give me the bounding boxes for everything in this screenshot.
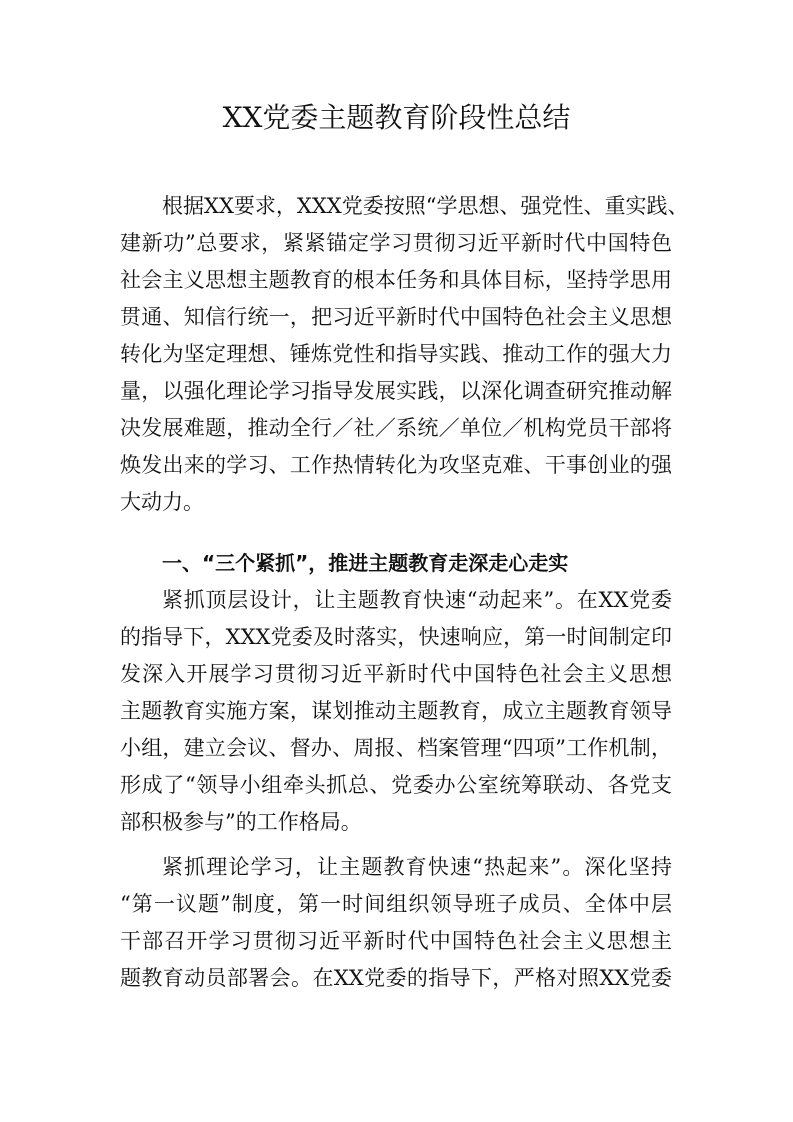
text-line: 决发展难题，推动全行／社／系统／单位／机构党员干部将: [120, 416, 672, 440]
text-line: 发深入开展学习贯彻习近平新时代中国特色社会主义思想: [120, 662, 672, 686]
paragraph-intro: [120, 188, 689, 521]
paragraph-top-level-design: [120, 582, 672, 841]
text-line: “第一议题”制度，第一时间组织领导班子成员、全体中层: [120, 892, 672, 916]
text-line: 焕发出来的学习、工作热情转化为攻坚克难、干事创业的强: [120, 453, 672, 477]
text-line: 大动力。: [120, 490, 204, 514]
text-line: 形成了“领导小组牵头抓总、党委办公室统筹联动、各党支: [120, 773, 672, 797]
text-line: 主题教育实施方案，谋划推动主题教育，成立主题教育领导: [120, 699, 672, 723]
section-heading-block: [120, 545, 672, 582]
text-line: 社会主义思想主题教育的根本任务和具体目标，坚持学思用: [120, 268, 672, 292]
text-line: 建新功”总要求，紧紧锚定学习贯彻习近平新时代中国特色: [120, 231, 672, 255]
text-line: 量，以强化理论学习指导发展实践，以深化调查研究推动解: [120, 379, 672, 403]
text-line: 的指导下，XXX党委及时落实，快速响应，第一时间制定印: [120, 625, 672, 649]
section-heading: 一、“三个紧抓”，推进主题教育走深走心走实: [162, 551, 569, 575]
text-line: 紧抓理论学习，让主题教育快速“热起来”。深化坚持: [162, 855, 672, 879]
text-line: 转化为坚定理想、锤炼党性和指导实践、推动工作的强大力: [120, 342, 672, 366]
text-line: 根据XX要求，XXX党委按照“学思想、强党性、重实践、: [162, 194, 689, 218]
paragraph-theory-study: [120, 849, 672, 997]
text-line: 贯通、知信行统一，把习近平新时代中国特色社会主义思想: [120, 305, 672, 329]
text-line: 干部召开学习贯彻习近平新时代中国特色社会主义思想主: [120, 929, 672, 953]
text-line: 题教育动员部署会。在XX党委的指导下，严格对照XX党委: [120, 966, 672, 990]
text-line: 部积极参与”的工作格局。: [120, 810, 362, 834]
text-line: 紧抓顶层设计，让主题教育快速“动起来”。在XX党委: [162, 588, 672, 612]
text-line: 小组，建立会议、督办、周报、档案管理“四项”工作机制，: [120, 736, 672, 760]
document-title: XX党委主题教育阶段性总结: [222, 101, 571, 134]
